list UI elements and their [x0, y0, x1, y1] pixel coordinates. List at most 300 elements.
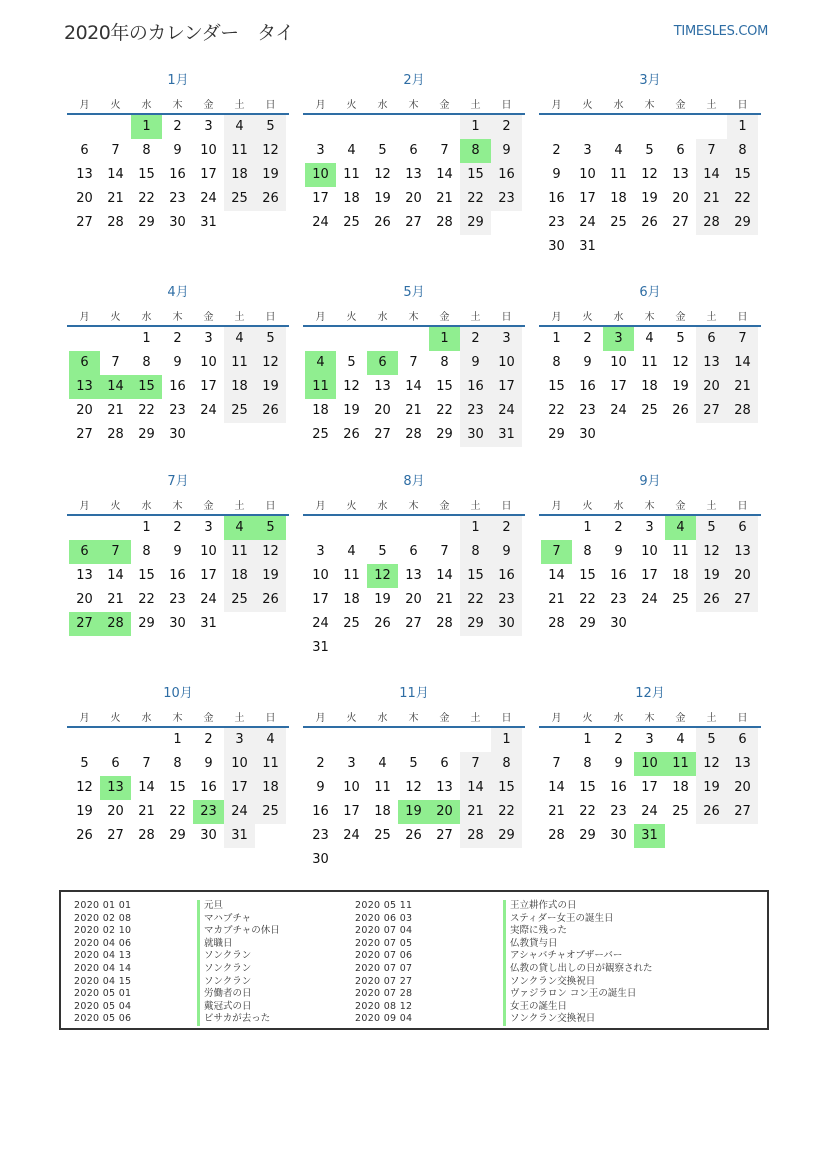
day-cell: 27	[436, 828, 453, 843]
legend-holiday-name: 王立耕作式の日	[503, 900, 653, 913]
day-cell: 21	[727, 375, 758, 399]
day-cell: 20	[76, 191, 93, 206]
day-cell: 20	[405, 191, 422, 206]
weekday-label: 水	[613, 312, 624, 323]
day-cell: 3	[645, 520, 654, 535]
day-cell: 24	[641, 592, 658, 607]
day-cell: 19	[255, 163, 286, 187]
weekday-header	[539, 497, 761, 513]
month-name: 6月	[639, 285, 661, 300]
day-cell: 25	[672, 804, 689, 819]
day-cell: 2	[583, 331, 592, 346]
weekday-label: 月	[551, 312, 562, 323]
holiday-day-cell: 1	[429, 327, 460, 351]
site-logo[interactable]: TIMESLES.COM	[673, 24, 768, 39]
holiday-day-cell: 7	[100, 540, 131, 564]
day-cell: 17	[641, 568, 658, 583]
weekday-label: 月	[79, 100, 90, 111]
month-name: 7月	[167, 474, 189, 489]
day-cell: 29	[138, 616, 155, 631]
day-cell: 27	[405, 616, 422, 631]
day-cell: 2	[173, 331, 182, 346]
weekday-label: 水	[377, 312, 388, 323]
day-cell: 29	[436, 427, 453, 442]
day-cell: 24	[641, 804, 658, 819]
day-cell: 18	[224, 564, 255, 588]
holiday-day-cell: 8	[460, 139, 491, 163]
weekday-label: 木	[172, 100, 183, 111]
day-cell: 17	[579, 191, 596, 206]
day-cell: 28	[727, 399, 758, 423]
legend-date: 2020 07 05	[355, 937, 413, 949]
day-cell: 30	[169, 215, 186, 230]
day-cell: 23	[579, 403, 596, 418]
day-cell: 18	[374, 804, 391, 819]
weekday-label: 火	[582, 713, 593, 724]
day-cell: 9	[491, 139, 522, 163]
day-grid	[303, 115, 525, 259]
legend-holiday-name: ビサカが去った	[197, 1013, 280, 1026]
day-cell: 29	[138, 427, 155, 442]
day-cell: 4	[645, 331, 654, 346]
day-cell: 9	[491, 540, 522, 564]
holiday-day-cell: 20	[429, 800, 460, 824]
weekday-label: 金	[439, 713, 450, 724]
day-cell: 20	[727, 564, 758, 588]
day-cell: 2	[491, 516, 522, 540]
day-cell: 1	[142, 331, 151, 346]
day-cell: 24	[312, 215, 329, 230]
holiday-day-cell: 11	[305, 375, 336, 399]
weekday-label: 金	[203, 100, 214, 111]
weekday-label: 土	[706, 312, 717, 323]
day-cell: 2	[173, 520, 182, 535]
day-cell: 24	[312, 616, 329, 631]
day-cell: 14	[107, 167, 124, 182]
day-cell: 17	[610, 379, 627, 394]
day-cell: 21	[696, 187, 727, 211]
day-cell: 9	[552, 167, 561, 182]
day-grid	[67, 728, 289, 872]
day-cell: 12	[255, 351, 286, 375]
day-cell: 17	[200, 379, 217, 394]
day-cell: 31	[200, 215, 217, 230]
day-cell: 18	[343, 592, 360, 607]
weekday-label: 日	[265, 713, 276, 724]
weekday-label: 日	[265, 100, 276, 111]
day-cell: 12	[641, 167, 658, 182]
day-cell: 17	[200, 568, 217, 583]
day-cell: 14	[436, 568, 453, 583]
weekday-label: 火	[346, 501, 357, 512]
day-cell: 5	[255, 115, 286, 139]
weekday-label: 火	[346, 713, 357, 724]
day-cell: 20	[76, 403, 93, 418]
month-calendar	[303, 475, 525, 665]
day-cell: 25	[374, 828, 391, 843]
day-cell: 4	[676, 732, 685, 747]
day-cell: 17	[312, 592, 329, 607]
legend-holiday-name: ソンクラン交換祝日	[503, 1013, 653, 1026]
day-cell: 12	[405, 780, 422, 795]
day-cell: 21	[107, 403, 124, 418]
day-cell: 21	[548, 804, 565, 819]
day-cell: 13	[727, 752, 758, 776]
day-cell: 12	[374, 167, 391, 182]
legend-holiday-name: 仏教貸与日	[503, 938, 653, 951]
day-cell: 10	[200, 355, 217, 370]
day-cell: 8	[583, 544, 592, 559]
legend-holiday-name: ソンクラン交換祝日	[503, 976, 653, 989]
holiday-day-cell: 1	[131, 115, 162, 139]
day-cell: 22	[548, 403, 565, 418]
day-grid	[67, 115, 289, 259]
day-cell: 5	[696, 516, 727, 540]
day-cell: 1	[727, 115, 758, 139]
day-cell: 7	[440, 143, 449, 158]
day-cell: 25	[224, 399, 255, 423]
month-name: 11月	[399, 686, 429, 701]
day-cell: 1	[583, 520, 592, 535]
month-calendar	[303, 286, 525, 476]
legend-date: 2020 04 06	[74, 937, 132, 949]
day-cell: 17	[641, 780, 658, 795]
legend-holiday-name: マハブチャ	[197, 913, 280, 926]
day-cell: 22	[491, 800, 522, 824]
day-cell: 30	[460, 423, 491, 447]
day-cell: 22	[138, 191, 155, 206]
day-cell: 1	[460, 516, 491, 540]
day-cell: 18	[343, 191, 360, 206]
day-cell: 14	[548, 780, 565, 795]
legend-dates-right	[355, 900, 412, 1026]
legend-holiday-name: 戴冠式の日	[197, 1001, 280, 1014]
weekday-label: 木	[644, 501, 655, 512]
day-cell: 30	[610, 616, 627, 631]
day-cell: 27	[696, 399, 727, 423]
day-cell: 20	[405, 592, 422, 607]
day-cell: 8	[142, 355, 151, 370]
weekday-label: 火	[582, 100, 593, 111]
legend-holiday-name: 実際に残った	[503, 925, 653, 938]
day-cell: 26	[374, 616, 391, 631]
weekday-label: 月	[315, 501, 326, 512]
day-cell: 11	[224, 139, 255, 163]
month-name: 12月	[635, 686, 665, 701]
day-cell: 20	[727, 776, 758, 800]
day-cell: 15	[436, 379, 453, 394]
legend-holiday-name: ヴァジラロン コン王の誕生日	[503, 988, 653, 1001]
weekday-label: 水	[377, 713, 388, 724]
day-cell: 4	[224, 327, 255, 351]
weekday-label: 木	[172, 713, 183, 724]
weekday-label: 金	[439, 312, 450, 323]
weekday-label: 木	[408, 713, 419, 724]
day-cell: 8	[460, 540, 491, 564]
day-cell: 27	[727, 588, 758, 612]
day-cell: 31	[579, 239, 596, 254]
day-cell: 4	[347, 143, 356, 158]
holiday-day-cell: 13	[100, 776, 131, 800]
day-cell: 20	[374, 403, 391, 418]
month-name: 5月	[403, 285, 425, 300]
day-cell: 3	[204, 520, 213, 535]
legend-date: 2020 04 13	[74, 950, 132, 962]
weekday-label: 水	[141, 100, 152, 111]
holiday-day-cell: 4	[224, 516, 255, 540]
day-cell: 24	[224, 800, 255, 824]
day-cell: 24	[200, 592, 217, 607]
weekday-header	[539, 96, 761, 112]
day-cell: 24	[579, 215, 596, 230]
day-cell: 28	[107, 427, 124, 442]
day-cell: 11	[343, 568, 360, 583]
month-calendar	[67, 74, 289, 264]
day-cell: 1	[173, 732, 182, 747]
day-cell: 23	[491, 187, 522, 211]
weekday-header	[539, 308, 761, 324]
holiday-legend	[59, 890, 769, 1030]
day-cell: 25	[224, 588, 255, 612]
day-cell: 27	[76, 215, 93, 230]
day-cell: 15	[138, 167, 155, 182]
day-cell: 22	[579, 804, 596, 819]
day-cell: 20	[672, 191, 689, 206]
day-cell: 1	[491, 728, 522, 752]
weekday-label: 水	[141, 713, 152, 724]
day-cell: 16	[548, 191, 565, 206]
day-cell: 15	[491, 776, 522, 800]
day-cell: 13	[76, 568, 93, 583]
day-cell: 19	[374, 592, 391, 607]
day-cell: 16	[491, 163, 522, 187]
day-cell: 22	[169, 804, 186, 819]
day-cell: 7	[552, 756, 561, 771]
weekday-label: 土	[470, 100, 481, 111]
day-cell: 10	[610, 355, 627, 370]
weekday-label: 月	[551, 100, 562, 111]
day-cell: 28	[138, 828, 155, 843]
day-cell: 5	[347, 355, 356, 370]
holiday-day-cell: 23	[193, 800, 224, 824]
month-calendar	[67, 286, 289, 476]
weekday-label: 土	[706, 713, 717, 724]
day-cell: 26	[405, 828, 422, 843]
day-cell: 8	[142, 143, 151, 158]
month-calendar	[67, 475, 289, 665]
legend-holiday-name: アシャバチャオブザーバー	[503, 950, 653, 963]
day-cell: 16	[460, 375, 491, 399]
day-cell: 18	[672, 568, 689, 583]
day-cell: 6	[727, 728, 758, 752]
day-cell: 6	[727, 516, 758, 540]
day-cell: 17	[343, 804, 360, 819]
legend-date: 2020 04 15	[74, 975, 132, 987]
day-cell: 22	[138, 403, 155, 418]
weekday-label: 金	[675, 501, 686, 512]
day-cell: 6	[409, 544, 418, 559]
day-cell: 18	[672, 780, 689, 795]
weekday-label: 水	[613, 501, 624, 512]
weekday-label: 火	[346, 312, 357, 323]
month-name: 2月	[403, 73, 425, 88]
day-cell: 24	[610, 403, 627, 418]
legend-date: 2020 08 12	[355, 1000, 413, 1012]
day-cell: 11	[374, 780, 391, 795]
day-cell: 21	[107, 191, 124, 206]
weekday-label: 金	[439, 100, 450, 111]
day-cell: 19	[255, 564, 286, 588]
weekday-label: 月	[315, 100, 326, 111]
day-cell: 7	[111, 143, 120, 158]
weekday-label: 火	[582, 312, 593, 323]
day-cell: 13	[76, 167, 93, 182]
month-name: 4月	[167, 285, 189, 300]
day-cell: 24	[343, 828, 360, 843]
legend-date: 2020 04 14	[74, 962, 132, 974]
day-cell: 21	[436, 592, 453, 607]
day-cell: 25	[312, 427, 329, 442]
weekday-label: 水	[377, 501, 388, 512]
day-cell: 23	[169, 191, 186, 206]
day-cell: 12	[255, 139, 286, 163]
weekday-label: 日	[737, 501, 748, 512]
weekday-label: 月	[315, 713, 326, 724]
weekday-label: 木	[408, 501, 419, 512]
day-cell: 5	[696, 728, 727, 752]
holiday-day-cell: 6	[69, 351, 100, 375]
day-cell: 13	[405, 167, 422, 182]
day-cell: 17	[312, 191, 329, 206]
day-cell: 21	[460, 800, 491, 824]
legend-holiday-name: 就職日	[197, 938, 280, 951]
day-cell: 2	[614, 732, 623, 747]
day-cell: 5	[676, 331, 685, 346]
day-cell: 9	[614, 544, 623, 559]
legend-date: 2020 05 06	[74, 1013, 132, 1025]
day-cell: 23	[610, 592, 627, 607]
day-cell: 10	[641, 544, 658, 559]
legend-date: 2020 06 03	[355, 912, 413, 924]
weekday-label: 土	[706, 501, 717, 512]
legend-date: 2020 05 11	[355, 900, 413, 911]
weekday-label: 土	[234, 312, 245, 323]
holiday-day-cell: 14	[100, 375, 131, 399]
legend-date: 2020 01 01	[74, 900, 132, 911]
day-grid	[67, 516, 289, 660]
day-cell: 3	[491, 327, 522, 351]
legend-date: 2020 07 07	[355, 962, 413, 974]
weekday-label: 木	[408, 100, 419, 111]
weekday-header	[67, 709, 289, 725]
legend-date: 2020 05 01	[74, 988, 132, 1000]
weekday-label: 月	[79, 501, 90, 512]
holiday-day-cell: 7	[541, 540, 572, 564]
day-cell: 20	[107, 804, 124, 819]
day-cell: 16	[491, 564, 522, 588]
weekday-label: 水	[141, 312, 152, 323]
day-cell: 27	[672, 215, 689, 230]
legend-date: 2020 02 08	[74, 912, 132, 924]
day-cell: 5	[378, 544, 387, 559]
day-cell: 3	[204, 331, 213, 346]
weekday-label: 日	[737, 312, 748, 323]
weekday-label: 木	[172, 501, 183, 512]
day-cell: 29	[169, 828, 186, 843]
day-cell: 22	[579, 592, 596, 607]
day-cell: 5	[255, 327, 286, 351]
holiday-day-cell: 10	[634, 752, 665, 776]
holiday-day-cell: 6	[69, 540, 100, 564]
day-cell: 13	[405, 568, 422, 583]
day-cell: 19	[343, 403, 360, 418]
day-cell: 4	[614, 143, 623, 158]
day-cell: 20	[696, 375, 727, 399]
day-cell: 17	[224, 776, 255, 800]
day-cell: 23	[169, 403, 186, 418]
day-cell: 16	[169, 379, 186, 394]
day-cell: 28	[696, 211, 727, 235]
weekday-label: 木	[644, 312, 655, 323]
weekday-label: 水	[613, 713, 624, 724]
weekday-label: 日	[737, 713, 748, 724]
legend-date: 2020 07 28	[355, 988, 413, 1000]
day-cell: 13	[696, 351, 727, 375]
weekday-header	[67, 497, 289, 513]
day-cell: 26	[255, 588, 286, 612]
holiday-day-cell: 31	[634, 824, 665, 848]
day-cell: 2	[552, 143, 561, 158]
day-cell: 29	[548, 427, 565, 442]
day-cell: 4	[378, 756, 387, 771]
day-grid	[303, 327, 525, 471]
weekday-label: 木	[408, 312, 419, 323]
day-cell: 31	[200, 616, 217, 631]
day-cell: 26	[696, 800, 727, 824]
day-cell: 27	[405, 215, 422, 230]
weekday-label: 金	[203, 713, 214, 724]
page-title: 2020年のカレンダー タイ	[64, 22, 294, 44]
weekday-label: 火	[346, 100, 357, 111]
day-cell: 27	[76, 427, 93, 442]
day-cell: 26	[255, 187, 286, 211]
legend-holiday-name: 女王の誕生日	[503, 1001, 653, 1014]
day-cell: 31	[224, 824, 255, 848]
day-cell: 28	[436, 616, 453, 631]
day-cell: 12	[76, 780, 93, 795]
weekday-label: 日	[501, 713, 512, 724]
day-cell: 18	[255, 776, 286, 800]
month-calendar	[303, 687, 525, 877]
month-name: 10月	[163, 686, 193, 701]
day-cell: 26	[696, 588, 727, 612]
day-cell: 15	[460, 163, 491, 187]
day-cell: 30	[169, 427, 186, 442]
day-cell: 28	[548, 828, 565, 843]
day-cell: 15	[727, 163, 758, 187]
day-cell: 15	[169, 780, 186, 795]
day-cell: 10	[579, 167, 596, 182]
day-cell: 2	[460, 327, 491, 351]
weekday-label: 金	[203, 501, 214, 512]
day-cell: 8	[583, 756, 592, 771]
day-cell: 18	[641, 379, 658, 394]
day-cell: 11	[610, 167, 627, 182]
day-cell: 13	[672, 167, 689, 182]
day-cell: 25	[224, 187, 255, 211]
day-cell: 30	[610, 828, 627, 843]
day-cell: 6	[696, 327, 727, 351]
